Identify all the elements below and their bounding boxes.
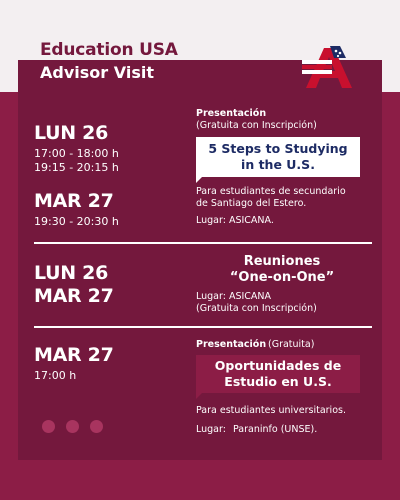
dot-3 [90,420,103,433]
block3-audience: Para estudiantes universitarios. [196,405,346,416]
block3-title-line2: Estudio en U.S. [224,374,332,389]
header-subtitle: Advisor Visit [28,62,190,84]
block1-type: Presentación [196,108,267,119]
block1-title-line2: in the U.S. [241,157,315,172]
block3-place-label: Lugar: [196,424,226,435]
block1-time1a: 17:00 - 18:00 h [34,147,119,160]
block1-date1: LUN 26 [34,122,109,144]
block1-date2: MAR 27 [34,190,114,212]
block2-title-line1: Reuniones [243,254,321,269]
block1-type-note: (Gratuita con Inscripción) [196,120,317,131]
block2-date2: MAR 27 [34,285,114,307]
block3-date: MAR 27 [34,344,114,366]
block3-place: Paraninfo (UNSE). [232,424,318,435]
block1-title-line1: 5 Steps to Studying [208,141,348,156]
header-title: Education USA [40,40,178,60]
block3-title-line1: Oportunidades de [214,358,342,373]
block1-time1b: 19:15 - 20:15 h [34,161,119,174]
block2-title-line2: “One-on-One” [229,270,335,285]
block3-place-row [196,424,317,437]
block3-type: Presentación [196,339,267,350]
dot-1 [42,420,55,433]
divider-2 [34,326,372,328]
block1-title-bubble [196,137,360,177]
block1-time2: 19:30 - 20:30 h [34,215,119,228]
dot-2 [66,420,79,433]
block1-place: Lugar: ASICANA. [196,215,274,226]
block3-time: 17:00 h [34,369,77,382]
amigos-a-flag-logo-icon [300,44,356,90]
block2-note: (Gratuita con Inscripción) [196,303,317,314]
block2-date1: LUN 26 [34,262,109,284]
divider-1 [34,242,372,244]
block1-audience-line2: de Santiago del Estero. [196,198,307,209]
block2-place: Lugar: ASICANA [196,291,272,302]
decorative-dots [42,418,114,437]
block3-title-bubble [196,355,360,393]
block3-type-note: (Gratuita) [268,339,315,350]
block1-audience-line1: Para estudiantes de secundario [196,186,346,197]
